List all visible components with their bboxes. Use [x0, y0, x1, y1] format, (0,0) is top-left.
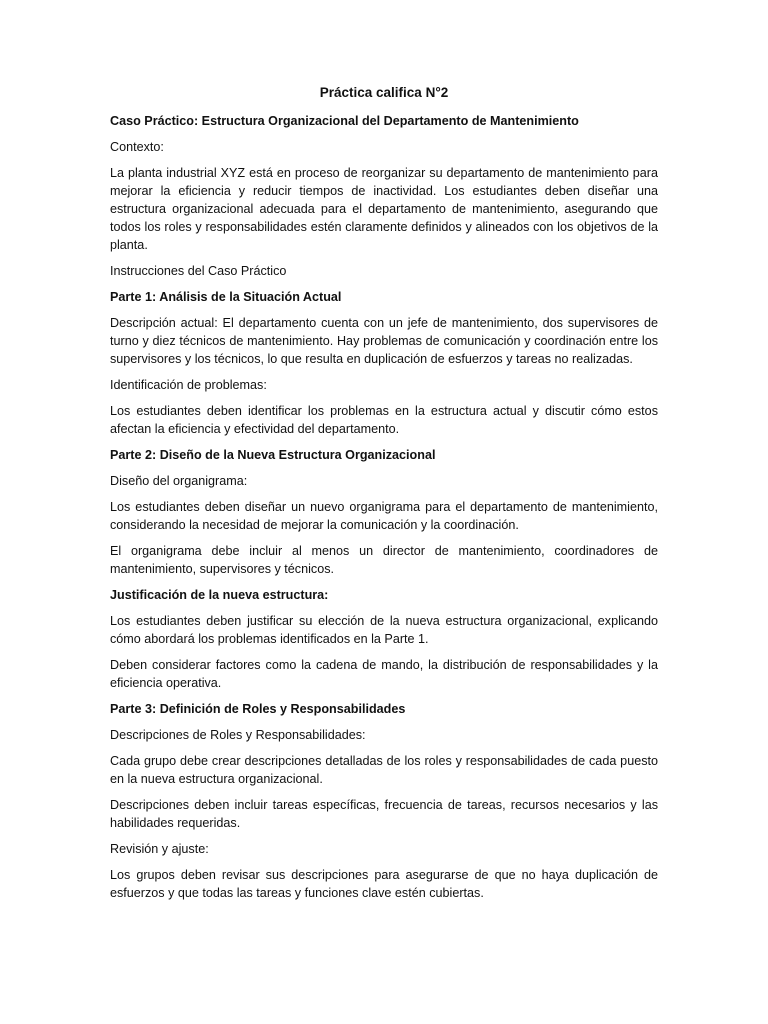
- context-paragraph: La planta industrial XYZ está en proceso de reorganizar su departamento de mantenimiento para mejorar la eficiencia y reducir tiempos de inactividad. Los estudiantes deben diseñar una estructura organizacional adecuada para el departamento de mantenimiento, asegurando que todos los roles y responsabilidades estén claramente definidos y alineados con los objetivos de la planta.: [110, 166, 658, 252]
- part3-review-paragraph: Los grupos deben revisar sus descripciones para asegurarse de que no haya duplicación de esfuerzos y que todas las tareas y funciones clave estén cubiertas.: [110, 868, 658, 900]
- part2-chart-paragraph-2: El organigrama debe incluir al menos un director de mantenimiento, coordinadores de mantenimiento, supervisores y técnicos.: [110, 544, 658, 576]
- part2-justification-paragraph-2: Deben considerar factores como la cadena de mando, la distribución de responsabilidades y la eficiencia operativa.: [110, 658, 658, 690]
- case-title: Caso Práctico: Estructura Organizacional del Departamento de Mantenimiento: [110, 114, 579, 128]
- part1-problems-paragraph: Los estudiantes deben identificar los problemas en la estructura actual y discutir cómo estos afectan la eficiencia y efectividad del departamento.: [110, 404, 658, 436]
- document-title: Práctica califica N°2: [319, 85, 449, 100]
- part2-chart-label: Diseño del organigrama:: [110, 474, 248, 488]
- part1-description: Descripción actual: El departamento cuenta con un jefe de mantenimiento, dos supervisores de turno y diez técnicos de mantenimiento. Hay problemas de comunicación y coordinación entre los supervisores y los técnicos, lo que resulta en duplicación de esfuerzos y tareas no realizadas.: [110, 316, 658, 366]
- part2-heading: Parte 2: Diseño de la Nueva Estructura Organizacional: [110, 448, 436, 462]
- part3-review-label: Revisión y ajuste:: [110, 842, 209, 856]
- part2-justification-heading: Justificación de la nueva estructura:: [110, 588, 329, 602]
- instructions-label: Instrucciones del Caso Práctico: [110, 264, 287, 278]
- part1-heading: Parte 1: Análisis de la Situación Actual: [110, 290, 342, 304]
- part3-roles-paragraph-2: Descripciones deben incluir tareas específicas, frecuencia de tareas, recursos necesarios y las habilidades requeridas.: [110, 798, 658, 830]
- part1-problems-label: Identificación de problemas:: [110, 378, 267, 392]
- part3-roles-paragraph-1: Cada grupo debe crear descripciones detalladas de los roles y responsabilidades de cada puesto en la nueva estructura organizacional.: [110, 754, 658, 786]
- part3-heading: Parte 3: Definición de Roles y Responsabilidades: [110, 702, 406, 716]
- part2-justification-paragraph-1: Los estudiantes deben justificar su elección de la nueva estructura organizacional, explicando cómo abordará los problemas identificados en la Parte 1.: [110, 614, 658, 646]
- part3-roles-label: Descripciones de Roles y Responsabilidades:: [110, 728, 366, 742]
- part2-chart-paragraph-1: Los estudiantes deben diseñar un nuevo organigrama para el departamento de mantenimiento, considerando la necesidad de mejorar la comunicación y la coordinación.: [110, 500, 658, 532]
- document-page: [110, 84, 658, 910]
- context-label: Contexto:: [110, 140, 164, 154]
